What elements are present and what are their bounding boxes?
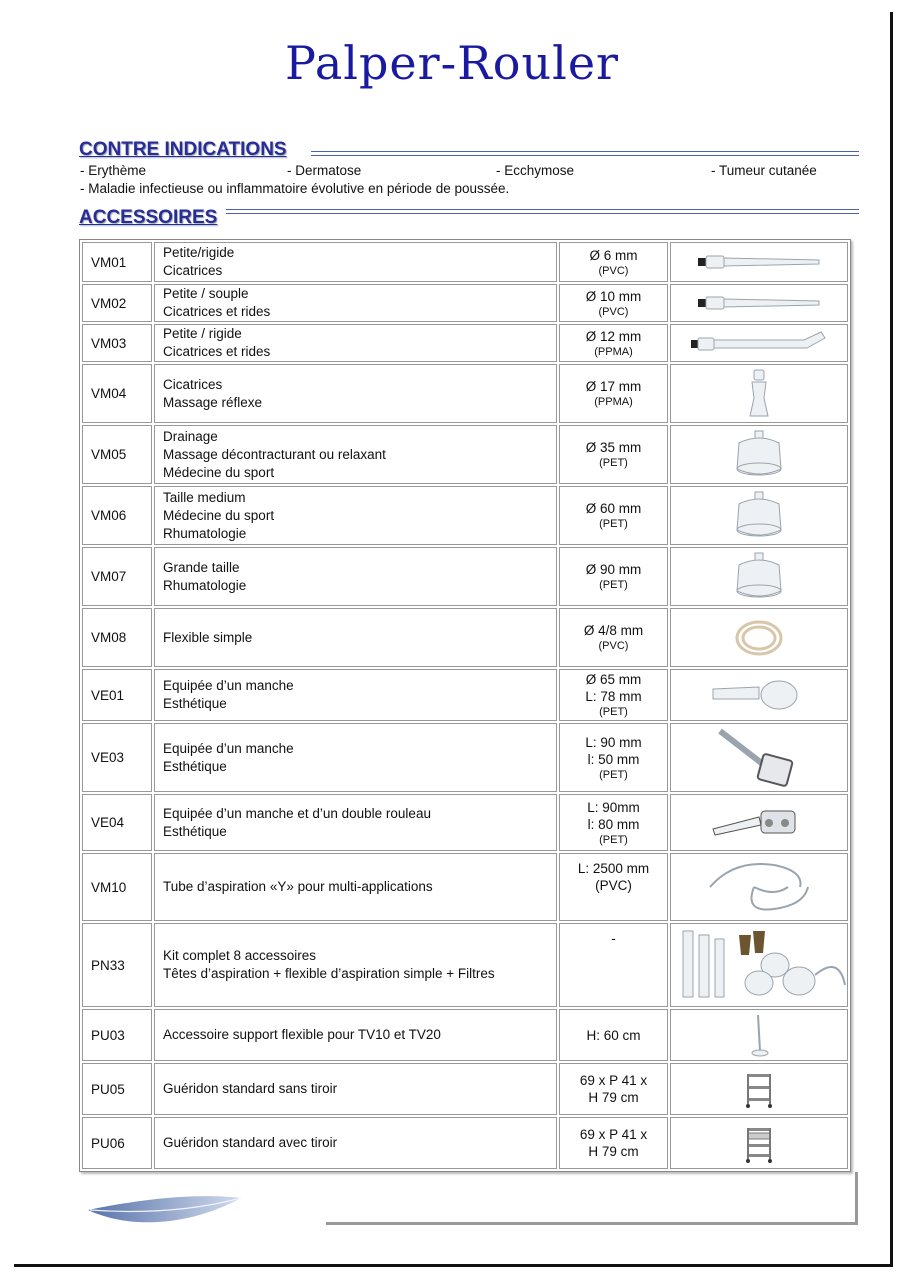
dimension-line: H: 60 cm [586, 1027, 641, 1043]
product-description [154, 1009, 557, 1061]
product-dimensions [559, 723, 668, 792]
table-row [82, 1117, 848, 1169]
table-row [82, 669, 848, 721]
product-code: PU05 [82, 1063, 152, 1115]
desc-line: Esthétique [163, 823, 227, 839]
material-label: (PPMA) [594, 345, 633, 358]
dimension-line: 69 x P 41 x [579, 1073, 648, 1088]
product-dimensions [559, 669, 668, 721]
desc-line: Petite / souple [163, 286, 249, 301]
desc-line: Têtes d’aspiration + flexible d’aspiration simple + Filtres [163, 966, 495, 981]
product-code: VE01 [82, 669, 152, 721]
bent-tube-icon [670, 324, 848, 362]
desc-line: Esthétique [163, 758, 227, 774]
desc-line: Taille medium [163, 489, 246, 505]
product-code: PU03 [82, 1009, 152, 1061]
desc-line: Cicatrices et rides [163, 344, 271, 359]
tube-nozzle-icon [670, 284, 848, 322]
product-description [154, 547, 557, 606]
table-row [82, 547, 848, 606]
product-code: PN33 [82, 923, 152, 1007]
product-description [154, 669, 557, 721]
table-row [82, 324, 848, 362]
product-dimensions [559, 1117, 668, 1169]
desc-line: Equipée d’un manche [163, 740, 294, 756]
tube-nozzle-icon [670, 242, 848, 282]
product-description [154, 364, 557, 423]
page-title: Palper-Rouler [284, 36, 620, 90]
product-dimensions [559, 1063, 668, 1115]
product-code: VM07 [82, 547, 152, 606]
desc-line: Petite/rigide [163, 245, 235, 260]
dimension-line: l: 80 mm [587, 816, 640, 832]
product-code: VE03 [82, 723, 152, 792]
small-cup-icon [670, 364, 848, 423]
product-description [154, 923, 557, 1007]
product-dimensions [559, 608, 668, 667]
product-dimensions [559, 1009, 668, 1061]
product-description [154, 853, 557, 921]
table-row [82, 425, 848, 484]
desc-line: Massage décontracturant ou relaxant [163, 446, 386, 462]
dimension-line: l: 50 mm [587, 751, 640, 767]
product-dimensions [559, 425, 668, 484]
material-label: (PET) [599, 833, 628, 846]
handle-head-icon [670, 723, 848, 792]
table-row [82, 1009, 848, 1061]
product-description [154, 794, 557, 851]
product-code: VE04 [82, 794, 152, 851]
dimension-line: Ø 12 mm [585, 328, 642, 344]
table-row [82, 723, 848, 792]
product-description [154, 324, 557, 362]
material-label: (PET) [599, 579, 628, 591]
ci-line2: - Maladie infectieuse ou inflammatoire évolutive en période de poussée. [80, 181, 510, 196]
table-row [82, 364, 848, 423]
desc-line: Médecine du sport [163, 507, 275, 523]
cup-icon [670, 425, 848, 484]
dimension-line: 69 x P 41 x [579, 1127, 648, 1142]
desc-line: Esthétique [163, 696, 227, 711]
table-row [82, 486, 848, 545]
product-dimensions [559, 923, 668, 1007]
dimension-line: Ø 35 mm [585, 440, 642, 455]
product-dimensions [559, 324, 668, 362]
product-description [154, 608, 557, 667]
product-dimensions [559, 284, 668, 322]
table-row [82, 853, 848, 921]
desc-line: Cicatrices et rides [163, 304, 271, 319]
desc-line: Equipée d’un manche et d’un double rouleau [163, 805, 431, 821]
desc-line: Rhumatologie [163, 577, 247, 593]
feather-icon [86, 1188, 246, 1230]
product-description [154, 1063, 557, 1115]
ci-item: - Tumeur cutanée [711, 163, 817, 178]
desc-line: Guéridon standard avec tiroir [163, 1135, 338, 1150]
kit-icon [670, 923, 848, 1007]
material-label: (PVC) [598, 640, 629, 652]
desc-line: Petite / rigide [163, 326, 242, 341]
dimension-line: Ø 60 mm [585, 501, 642, 516]
dimension-line: L: 2500 mm [577, 861, 650, 876]
material-label: (PET) [599, 706, 628, 718]
desc-line: Flexible simple [163, 629, 253, 645]
cup-icon [670, 486, 848, 545]
desc-line: Rhumatologie [163, 525, 247, 541]
dimension-line: Ø 10 mm [585, 288, 642, 304]
material-label: (PPMA) [594, 396, 633, 408]
product-dimensions [559, 242, 668, 282]
product-dimensions [559, 547, 668, 606]
material-label: (PET) [599, 768, 628, 781]
table-row [82, 608, 848, 667]
table-row [82, 284, 848, 322]
product-code: VM06 [82, 486, 152, 545]
material-label: (PVC) [598, 264, 629, 277]
trolley-icon [670, 1063, 848, 1115]
product-description [154, 1117, 557, 1169]
dimension-line: H 79 cm [588, 1090, 639, 1105]
desc-line: Grande taille [163, 559, 240, 575]
contre-indications-heading: CONTRE INDICATIONS [79, 139, 287, 160]
desc-line: Drainage [163, 428, 218, 444]
desc-line: Kit complet 8 accessoires [163, 948, 317, 963]
handle-cup-icon [670, 669, 848, 721]
roller-head-icon [670, 794, 848, 851]
product-dimensions [559, 486, 668, 545]
ci-item: - Erythème [80, 163, 147, 178]
product-dimensions [559, 853, 668, 921]
product-dimensions [559, 794, 668, 851]
support-stand-icon [670, 1009, 848, 1061]
dimension-line: - [611, 931, 616, 946]
ci-item: - Ecchymose [496, 163, 575, 178]
ci-item: - Dermatose [287, 163, 362, 178]
product-dimensions [559, 364, 668, 423]
table-row [82, 794, 848, 851]
coiled-hose-icon [670, 608, 848, 667]
page-border-right [890, 12, 893, 1267]
cup-icon [670, 547, 848, 606]
desc-line: Cicatrices [163, 376, 223, 392]
product-code: VM08 [82, 608, 152, 667]
dimension-line: L: 90 mm [585, 734, 642, 750]
product-description [154, 486, 557, 545]
product-code: VM01 [82, 242, 152, 282]
product-code: VM04 [82, 364, 152, 423]
dimension-line: L: 90mm [587, 799, 640, 815]
dimension-line: Ø 65 mm [585, 672, 642, 687]
trolley-drawer-icon [670, 1117, 848, 1169]
accessoires-heading: ACCESSOIRES [79, 207, 218, 228]
dimension-line: Ø 17 mm [585, 379, 642, 394]
table-row [82, 1063, 848, 1115]
page-border-bottom [14, 1264, 893, 1267]
desc-line: Equipée d’un manche [163, 678, 294, 693]
product-description [154, 723, 557, 792]
desc-line: Médecine du sport [163, 464, 275, 480]
product-description [154, 242, 557, 282]
desc-line: Accessoire support flexible pour TV10 et TV20 [163, 1027, 441, 1042]
product-code: VM10 [82, 853, 152, 921]
bottom-rule [326, 1222, 858, 1225]
desc-line: Tube d’aspiration «Y» pour multi-applications [163, 879, 433, 894]
dimension-line: (PVC) [595, 878, 632, 893]
desc-line: Cicatrices [163, 263, 223, 278]
table-row [82, 242, 848, 282]
section-rule [226, 209, 859, 214]
dimension-line: L: 78 mm [585, 689, 642, 704]
product-description [154, 284, 557, 322]
product-code: VM03 [82, 324, 152, 362]
dimension-line: H 79 cm [588, 1144, 639, 1159]
product-code: VM02 [82, 284, 152, 322]
product-description [154, 425, 557, 484]
material-label: (PET) [599, 518, 628, 530]
table-row [82, 923, 848, 1007]
section-rule [311, 151, 859, 156]
material-label: (PVC) [598, 305, 629, 318]
product-code: PU06 [82, 1117, 152, 1169]
dimension-line: Ø 4/8 mm [583, 623, 644, 638]
material-label: (PET) [599, 457, 628, 469]
accessories-table [79, 239, 851, 1172]
bottom-rule-vertical [855, 1172, 858, 1225]
desc-line: Massage réflexe [163, 394, 263, 410]
desc-line: Guéridon standard sans tiroir [163, 1081, 338, 1096]
y-tube-icon [670, 853, 848, 921]
product-code: VM05 [82, 425, 152, 484]
dimension-line: Ø 90 mm [585, 562, 642, 577]
dimension-line: Ø 6 mm [589, 247, 638, 263]
